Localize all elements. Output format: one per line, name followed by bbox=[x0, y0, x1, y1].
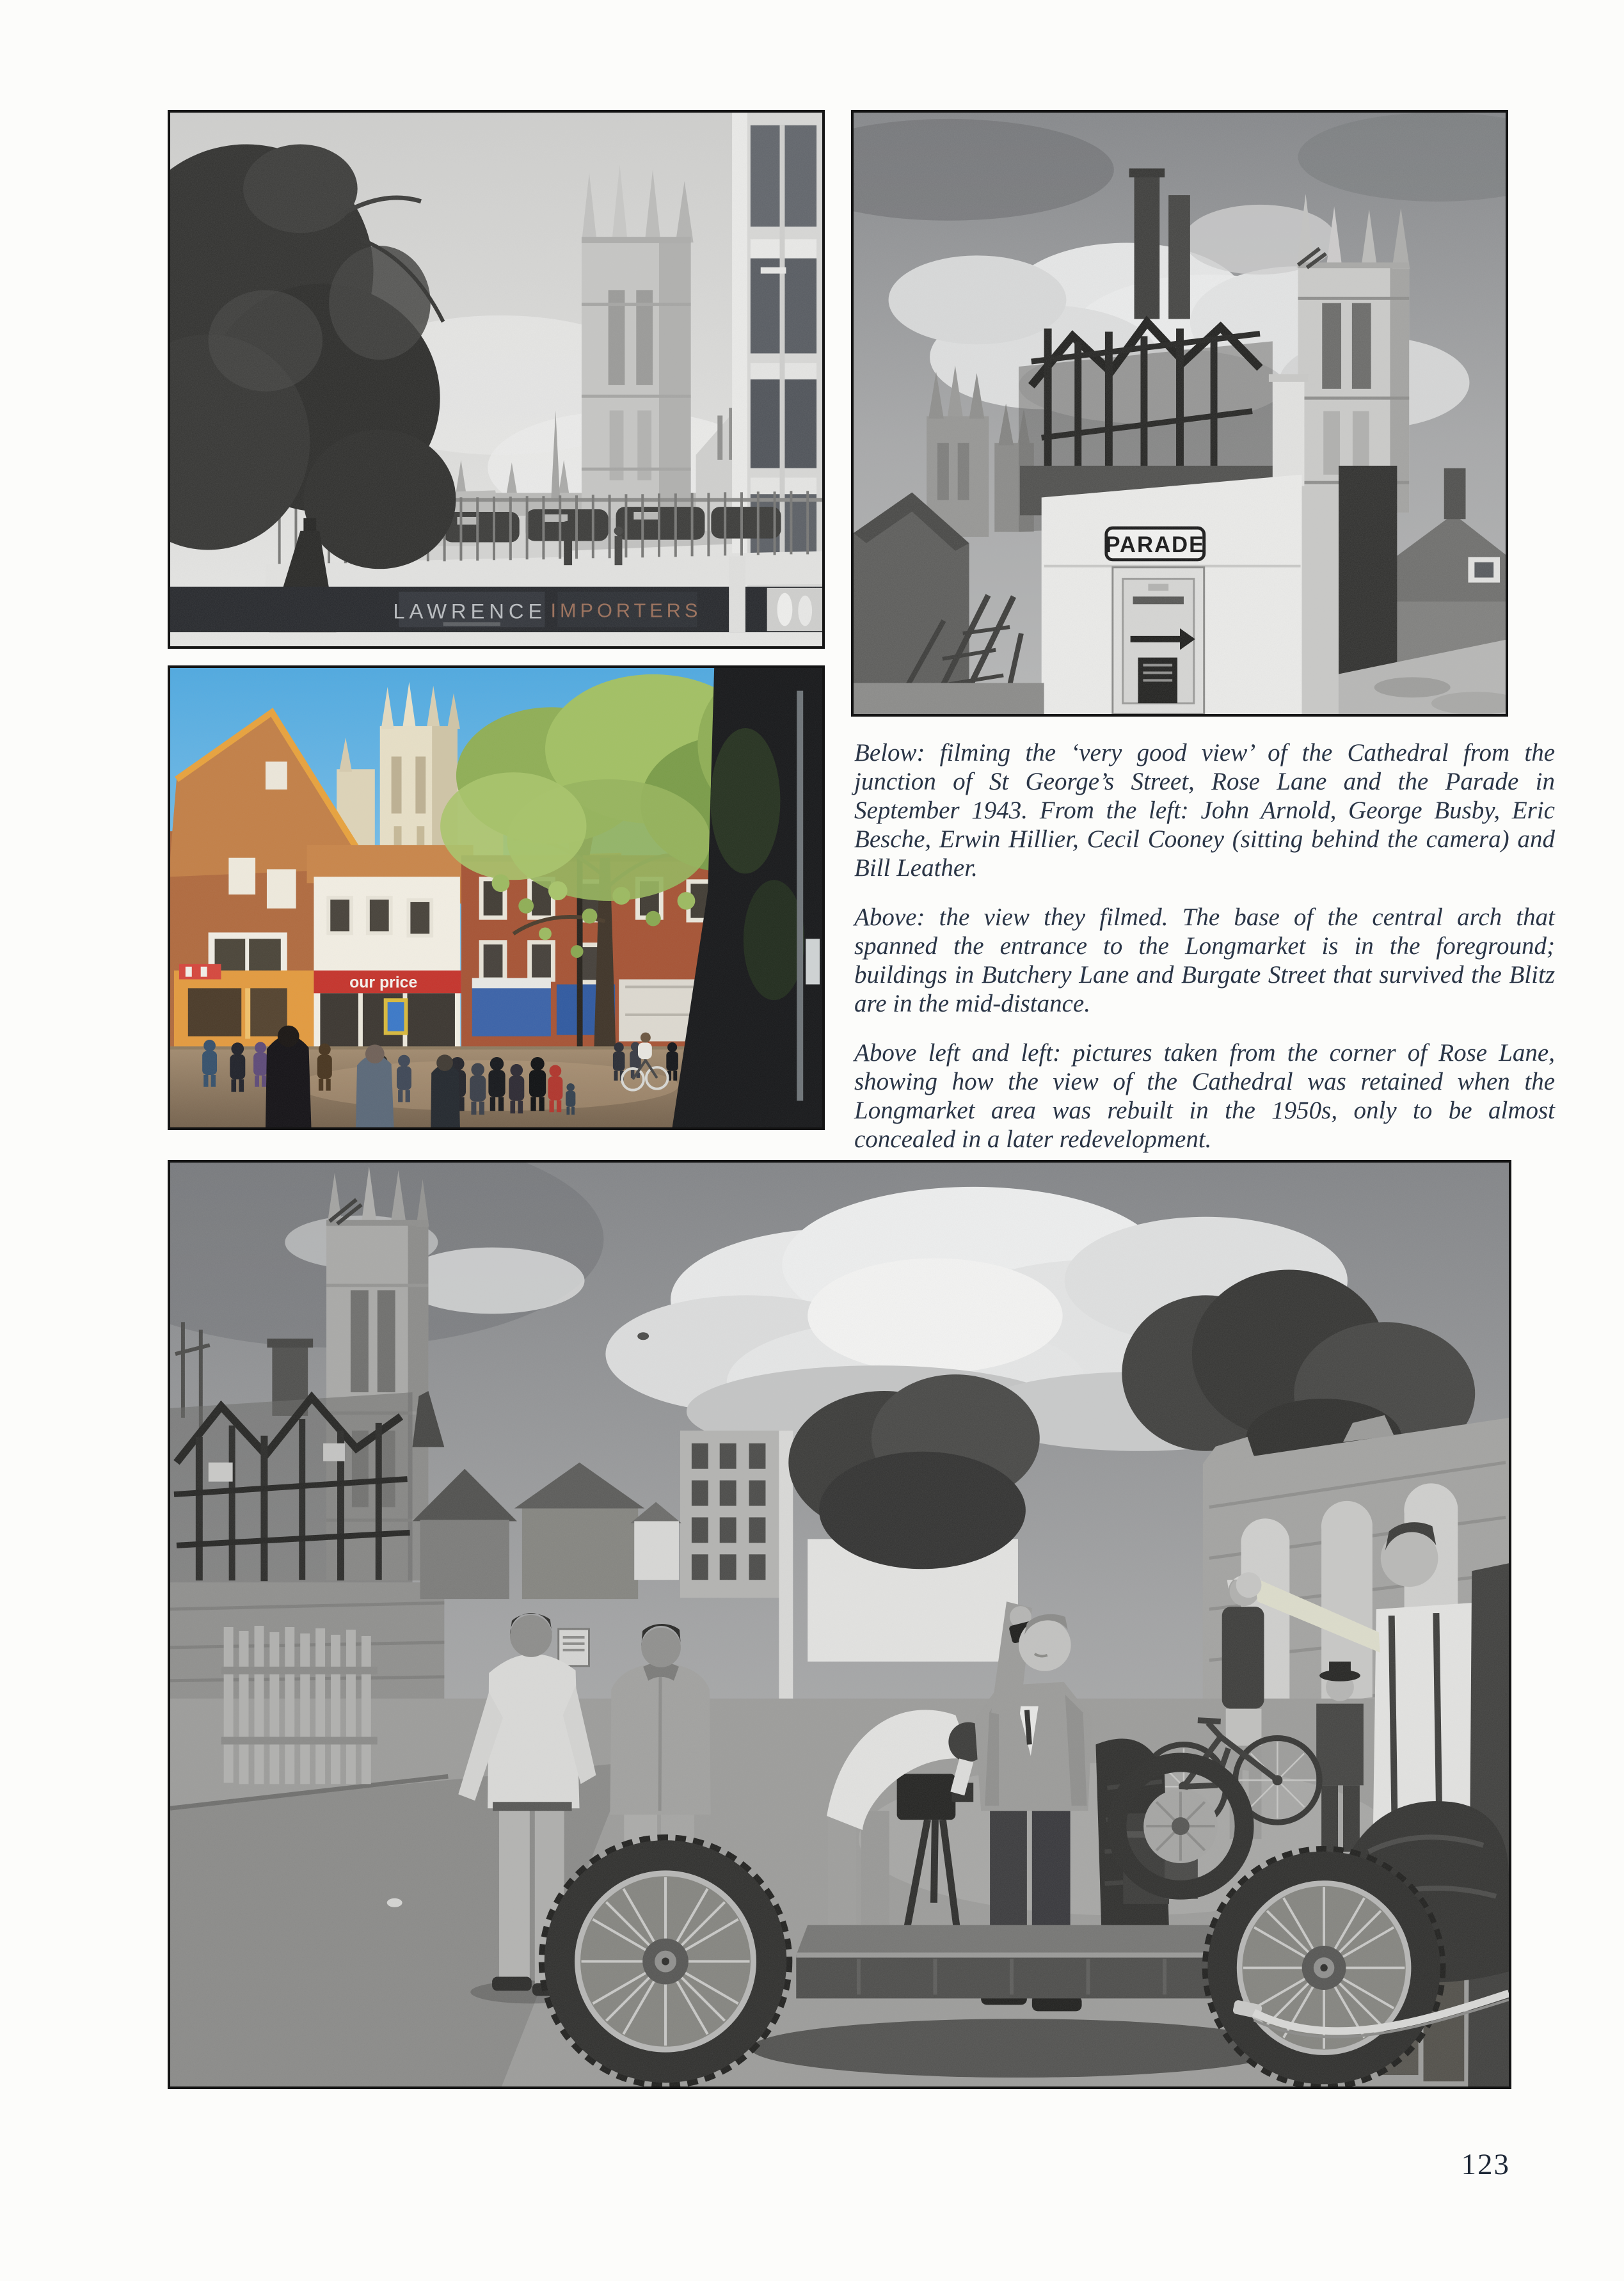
photo-longmarket-rebuilt-colour bbox=[168, 665, 825, 1130]
photo-top-left-art bbox=[170, 113, 822, 646]
caption-above-left: Above left and left: pictures taken from the corner of Rose Lane, showing how the view of the Cathedral was retained when the Longmarket area was rebuilt in the 1950s, only to be almost concealed in a later redevelopment. bbox=[854, 1039, 1555, 1153]
photo-blitz-view-1943 bbox=[851, 110, 1508, 717]
photo-top-right-art bbox=[854, 113, 1506, 714]
photo-film-crew-camera-dolly bbox=[168, 1160, 1511, 2089]
caption-above: Above: the view they filmed. The base of the central arch that spanned the entrance to the Longmarket is in the foreground; buildings in Butchery Lane and Burgate Street that survived the Blitz are in the mid-distance. bbox=[854, 903, 1555, 1017]
photo-middle-left-art bbox=[170, 668, 822, 1127]
photo-bottom-art bbox=[170, 1163, 1509, 2086]
caption-block bbox=[854, 738, 1555, 1174]
caption-below: Below: filming the ‘very good view’ of the Cathedral from the junction of St George’s Street, Rose Lane and the Parade in September 1943. From the left: John Arnold, George Busby, Eric Besche, Erwin Hillier, Cecil Cooney (sitting behind the camera) and Bill Leather. bbox=[854, 739, 1555, 882]
page-number: 123 bbox=[1461, 2148, 1510, 2181]
photo-cathedral-view-1950s bbox=[168, 110, 825, 649]
